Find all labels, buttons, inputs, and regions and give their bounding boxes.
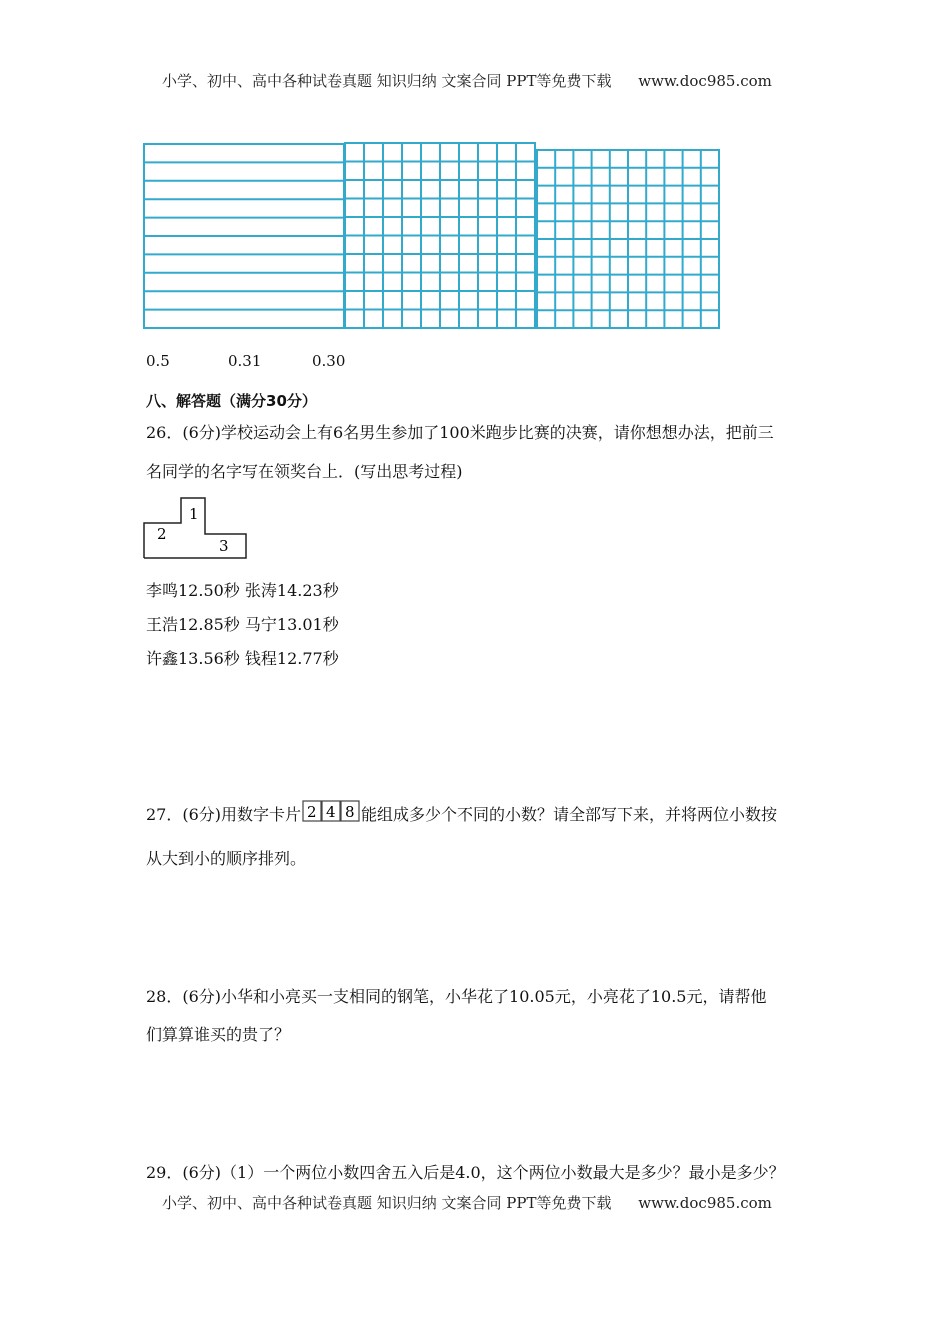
digit-card-2: 4 [326, 803, 336, 821]
q27-line1 [146, 800, 777, 824]
q26-line1: 26．(6分)学校运动会上有6名男生参加了100米跑步比赛的决赛，请你想想办法，把前三 [146, 423, 774, 442]
digit-card-1: 2 [307, 803, 317, 821]
podium-label-1: 1 [189, 505, 199, 523]
grid-label-2: 0.31 [228, 352, 262, 370]
q28-line2: 们算算谁买的贵了？ [146, 1025, 291, 1044]
q26-result-2: 王浩12.85秒 马宁13.01秒 [146, 615, 339, 634]
podium-label-3: 3 [219, 537, 229, 555]
footer-text: 小学、初中、高中各种试卷真题 知识归纳 文案合同 PPT等免费下载 [162, 1194, 612, 1212]
grid-label-3: 0.30 [312, 352, 346, 370]
q26-result-3: 许鑫13.56秒 钱程12.77秒 [146, 649, 339, 668]
q27-prefix: 27．(6分)用数字卡片 [146, 805, 302, 824]
q28-line1: 28．(6分)小华和小亮买一支相同的钢笔，小华花了10.05元，小亮花了10.5元，请帮他 [146, 987, 767, 1006]
header-text: 小学、初中、高中各种试卷真题 知识归纳 文案合同 PPT等免费下载 [162, 72, 612, 90]
podium-label-2: 2 [157, 525, 167, 543]
header-site: www.doc985.com [638, 72, 772, 90]
podium-figure [143, 497, 247, 559]
q26-result-1: 李鸣12.50秒 张涛14.23秒 [146, 581, 339, 600]
footer-site: www.doc985.com [638, 1194, 772, 1212]
digit-cards [302, 800, 360, 822]
q26-line2: 名同学的名字写在领奖台上．(写出思考过程) [146, 462, 463, 481]
q27-line2: 从大到小的顺序排列。 [146, 849, 307, 868]
digit-card-3: 8 [345, 803, 355, 821]
q27-suffix: 能组成多少个不同的小数？请全部写下来，并将两位小数按 [361, 805, 778, 824]
q29-line1: 29．(6分)（1）一个两位小数四舍五入后是4.0，这个两位小数最大是多少？最小是多少？ [146, 1163, 785, 1182]
decimal-grids-figure [143, 142, 723, 330]
section-title: 八、解答题（满分30分） [146, 392, 317, 410]
page-header [162, 70, 772, 91]
grid-label-1: 0.5 [146, 352, 170, 370]
page-footer [162, 1192, 772, 1213]
